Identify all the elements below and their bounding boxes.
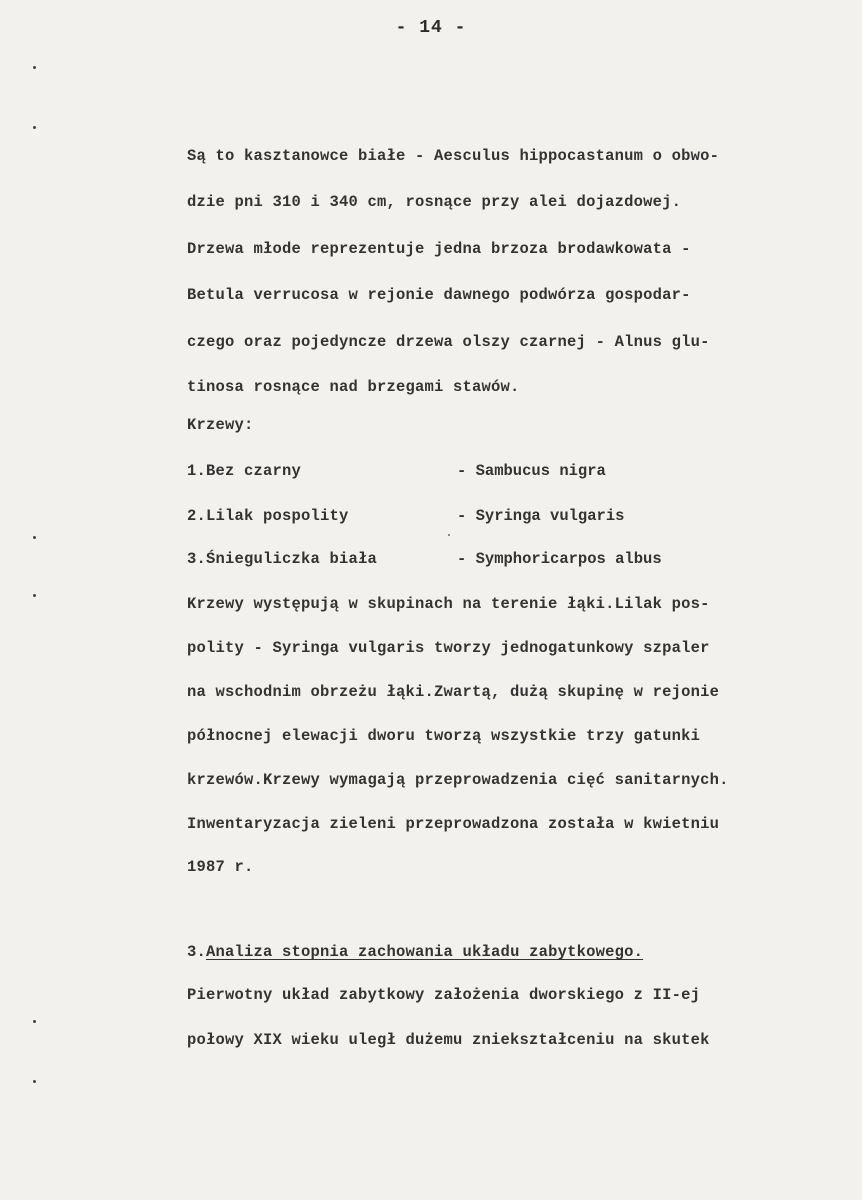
paragraph1-line: Drzewa młode reprezentuje jedna brzoza brodawkowata -: [187, 240, 691, 258]
margin-dot: [33, 594, 36, 597]
paragraph1-line: tinosa rosnące nad brzegami stawów.: [187, 378, 520, 396]
margin-dot: [33, 126, 36, 129]
shrubs-label: Krzewy:: [187, 416, 254, 434]
shrub-latin: - Symphoricarpos albus: [457, 550, 662, 568]
paragraph2-line: północnej elewacji dworu tworzą wszystkie trzy gatunki: [187, 727, 701, 745]
shrub-latin: - Sambucus nigra: [457, 462, 606, 480]
paragraph2-line: Inwentaryzacja zieleni przeprowadzona została w kwietniu: [187, 815, 720, 833]
paragraph3-line: połowy XIX wieku uległ dużemu zniekształceniu na skutek: [187, 1031, 710, 1049]
section-number: 3.: [187, 943, 207, 961]
paragraph2-line: polity - Syringa vulgaris tworzy jednogatunkowy szpaler: [187, 639, 710, 657]
margin-dot: [33, 1080, 36, 1083]
paragraph1-line: dzie pni 310 i 340 cm, rosnące przy alei dojazdowej.: [187, 193, 682, 211]
section-title: Analiza stopnia zachowania układu zabytkowego.: [206, 943, 644, 961]
paragraph3-line: Pierwotny układ zabytkowy założenia dworskiego z II-ej: [187, 986, 701, 1004]
stray-dot: [448, 534, 450, 536]
shrub-name: 3.Śnieguliczka biała: [187, 550, 378, 568]
paragraph2-line: krzewów.Krzewy wymagają przeprowadzenia cięć sanitarnych.: [187, 771, 729, 789]
shrub-name: 1.Bez czarny: [187, 462, 302, 480]
margin-dot: [33, 536, 36, 539]
shrub-latin: - Syringa vulgaris: [457, 507, 625, 525]
page-number: - 14 -: [395, 18, 467, 38]
margin-dot: [33, 66, 36, 69]
paragraph2-line: na wschodnim obrzeżu łąki.Zwartą, dużą skupinę w rejonie: [187, 683, 720, 701]
paragraph2-line: Krzewy występują w skupinach na terenie łąki.Lilak pos-: [187, 595, 710, 613]
section-heading: [187, 942, 643, 962]
paragraph1-line: czego oraz pojedyncze drzewa olszy czarnej - Alnus glu-: [187, 333, 710, 351]
shrub-name: 2.Lilak pospolity: [187, 507, 349, 525]
paragraph1-line: Są to kasztanowce białe - Aesculus hippocastanum o obwo-: [187, 147, 720, 165]
paragraph1-line: Betula verrucosa w rejonie dawnego podwórza gospodar-: [187, 286, 691, 304]
margin-dot: [33, 1020, 36, 1023]
paragraph2-line: 1987 r.: [187, 858, 254, 876]
